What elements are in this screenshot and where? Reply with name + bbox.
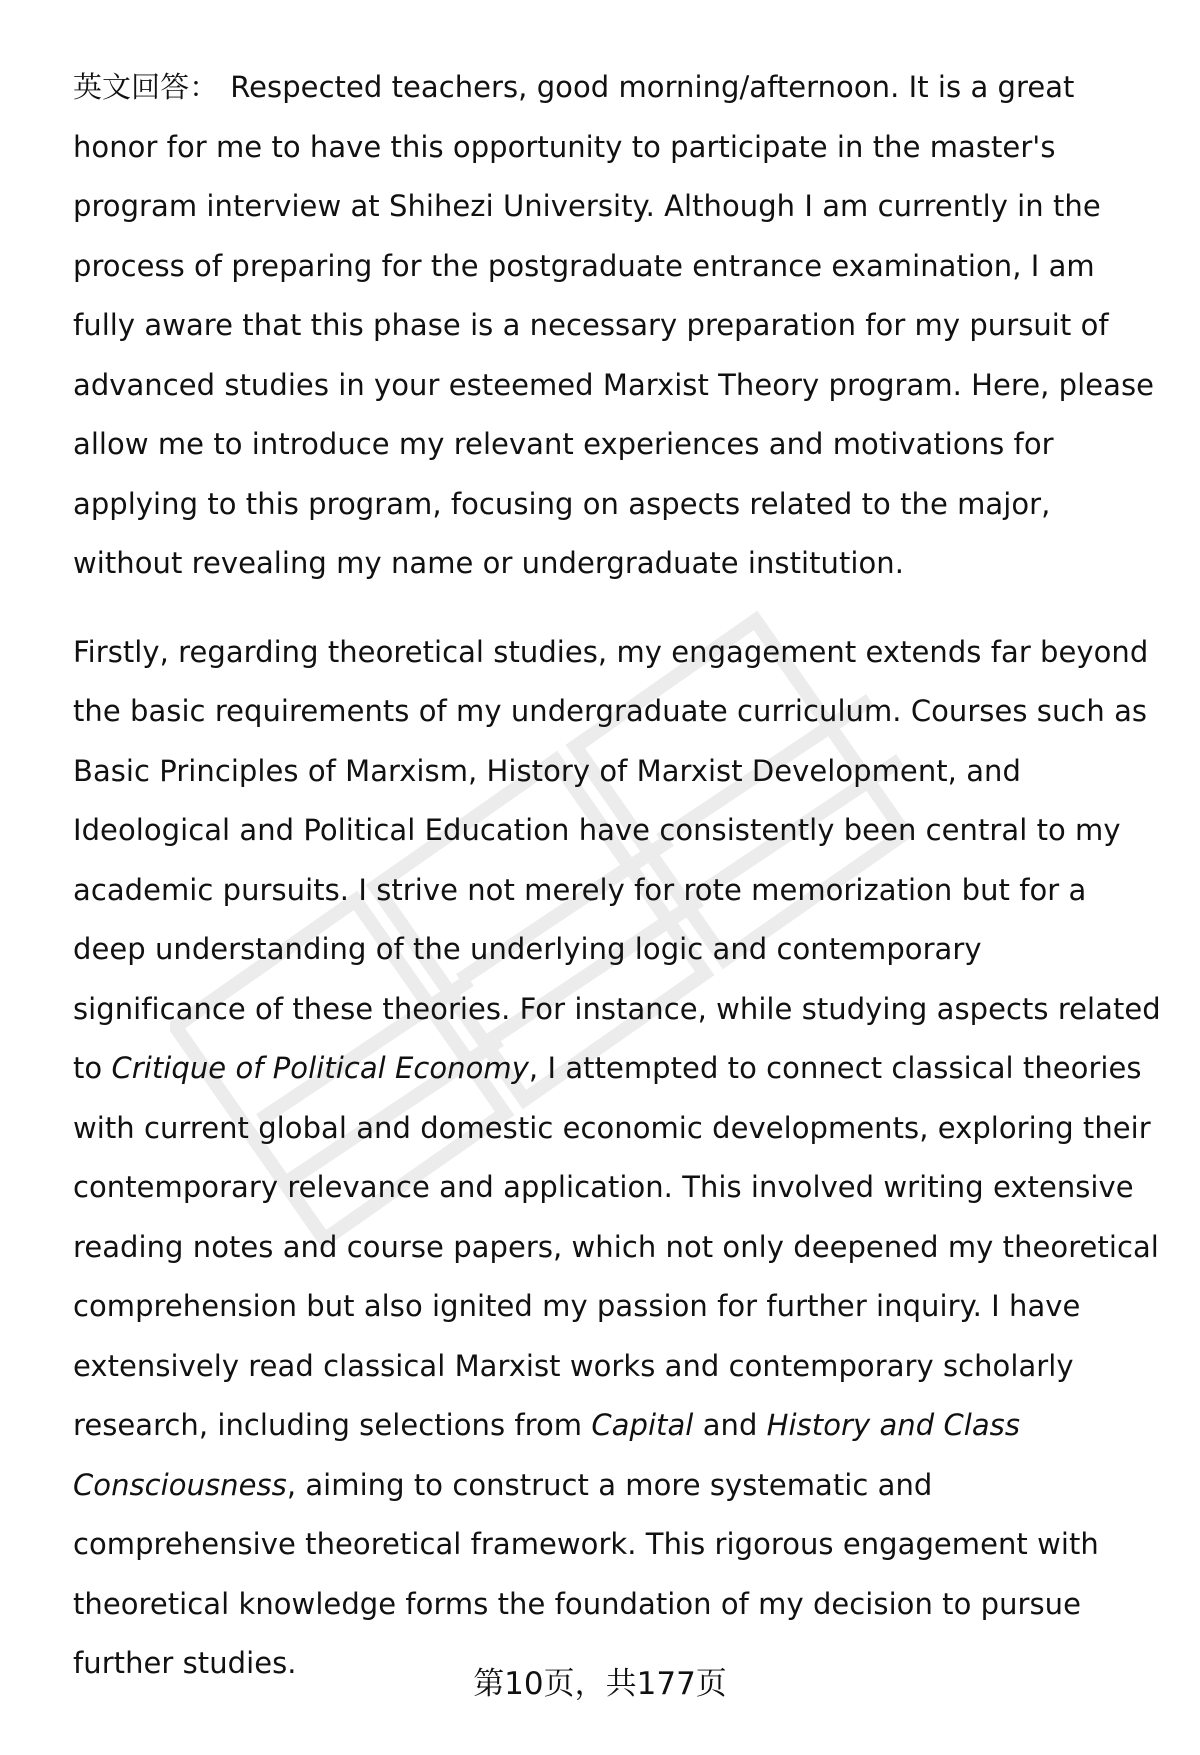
answer-label: 英文回答： [73, 70, 219, 104]
paragraph-text-segment: , aiming to construct a more systematic and comprehensive theoretical framework. This rigorous engagement with theoretical knowledge forms the foundation of my decision to pursue further studies. [73, 1467, 1099, 1680]
paragraph-theoretical-studies [73, 623, 1163, 1694]
paragraph-text-segment: Firstly, regarding theoretical studies, my engagement extends far beyond the basic requirements of my undergraduate curriculum. Courses such as Basic Principles of Marxism, History of Marxist Development, and Ideological and Political Education have consistently been central to my academic pursuits. I strive not merely for rote memorization but for a deep understanding of the underlying logic and contemporary significance of these theories. For instance, while studying aspects related to [73, 634, 1161, 1085]
answer-content [73, 58, 1163, 1694]
book-title-capital: Capital [591, 1408, 694, 1442]
paragraph-intro-text: Respected teachers, good morning/afternoon. It is a great honor for me to have this opportunity to participate in the master's program interview at Shihezi University. Although I am currently in the process of preparing for the postgraduate entrance examination, I am fully aware that this phase is a necessary preparation for my pursuit of advanced studies in your esteemed Marxist Theory program. Here, please allow me to introduce my relevant experiences and motivations for applying to this program, focusing on aspects related to the major, without revealing my name or undergraduate institution. [73, 70, 1155, 580]
paragraph-text-segment: and [693, 1408, 767, 1442]
book-title-critique: Critique of Political Economy [111, 1051, 529, 1085]
paragraph-text-segment: , I attempted to connect classical theories with current global and domestic economic developments, exploring their contemporary relevance and application. This involved writing extensive reading notes and course papers, which not only deepened my theoretical comprehension but also ignited my passion for further inquiry. I have extensively read classical Marxist works and contemporary scholarly research, including selections from [73, 1051, 1159, 1442]
page-number: 第10页，共177页 [473, 1666, 727, 1702]
paragraph-intro [73, 58, 1163, 594]
book-title-class-consciousness: History and Class Consciousness [73, 1408, 1020, 1502]
